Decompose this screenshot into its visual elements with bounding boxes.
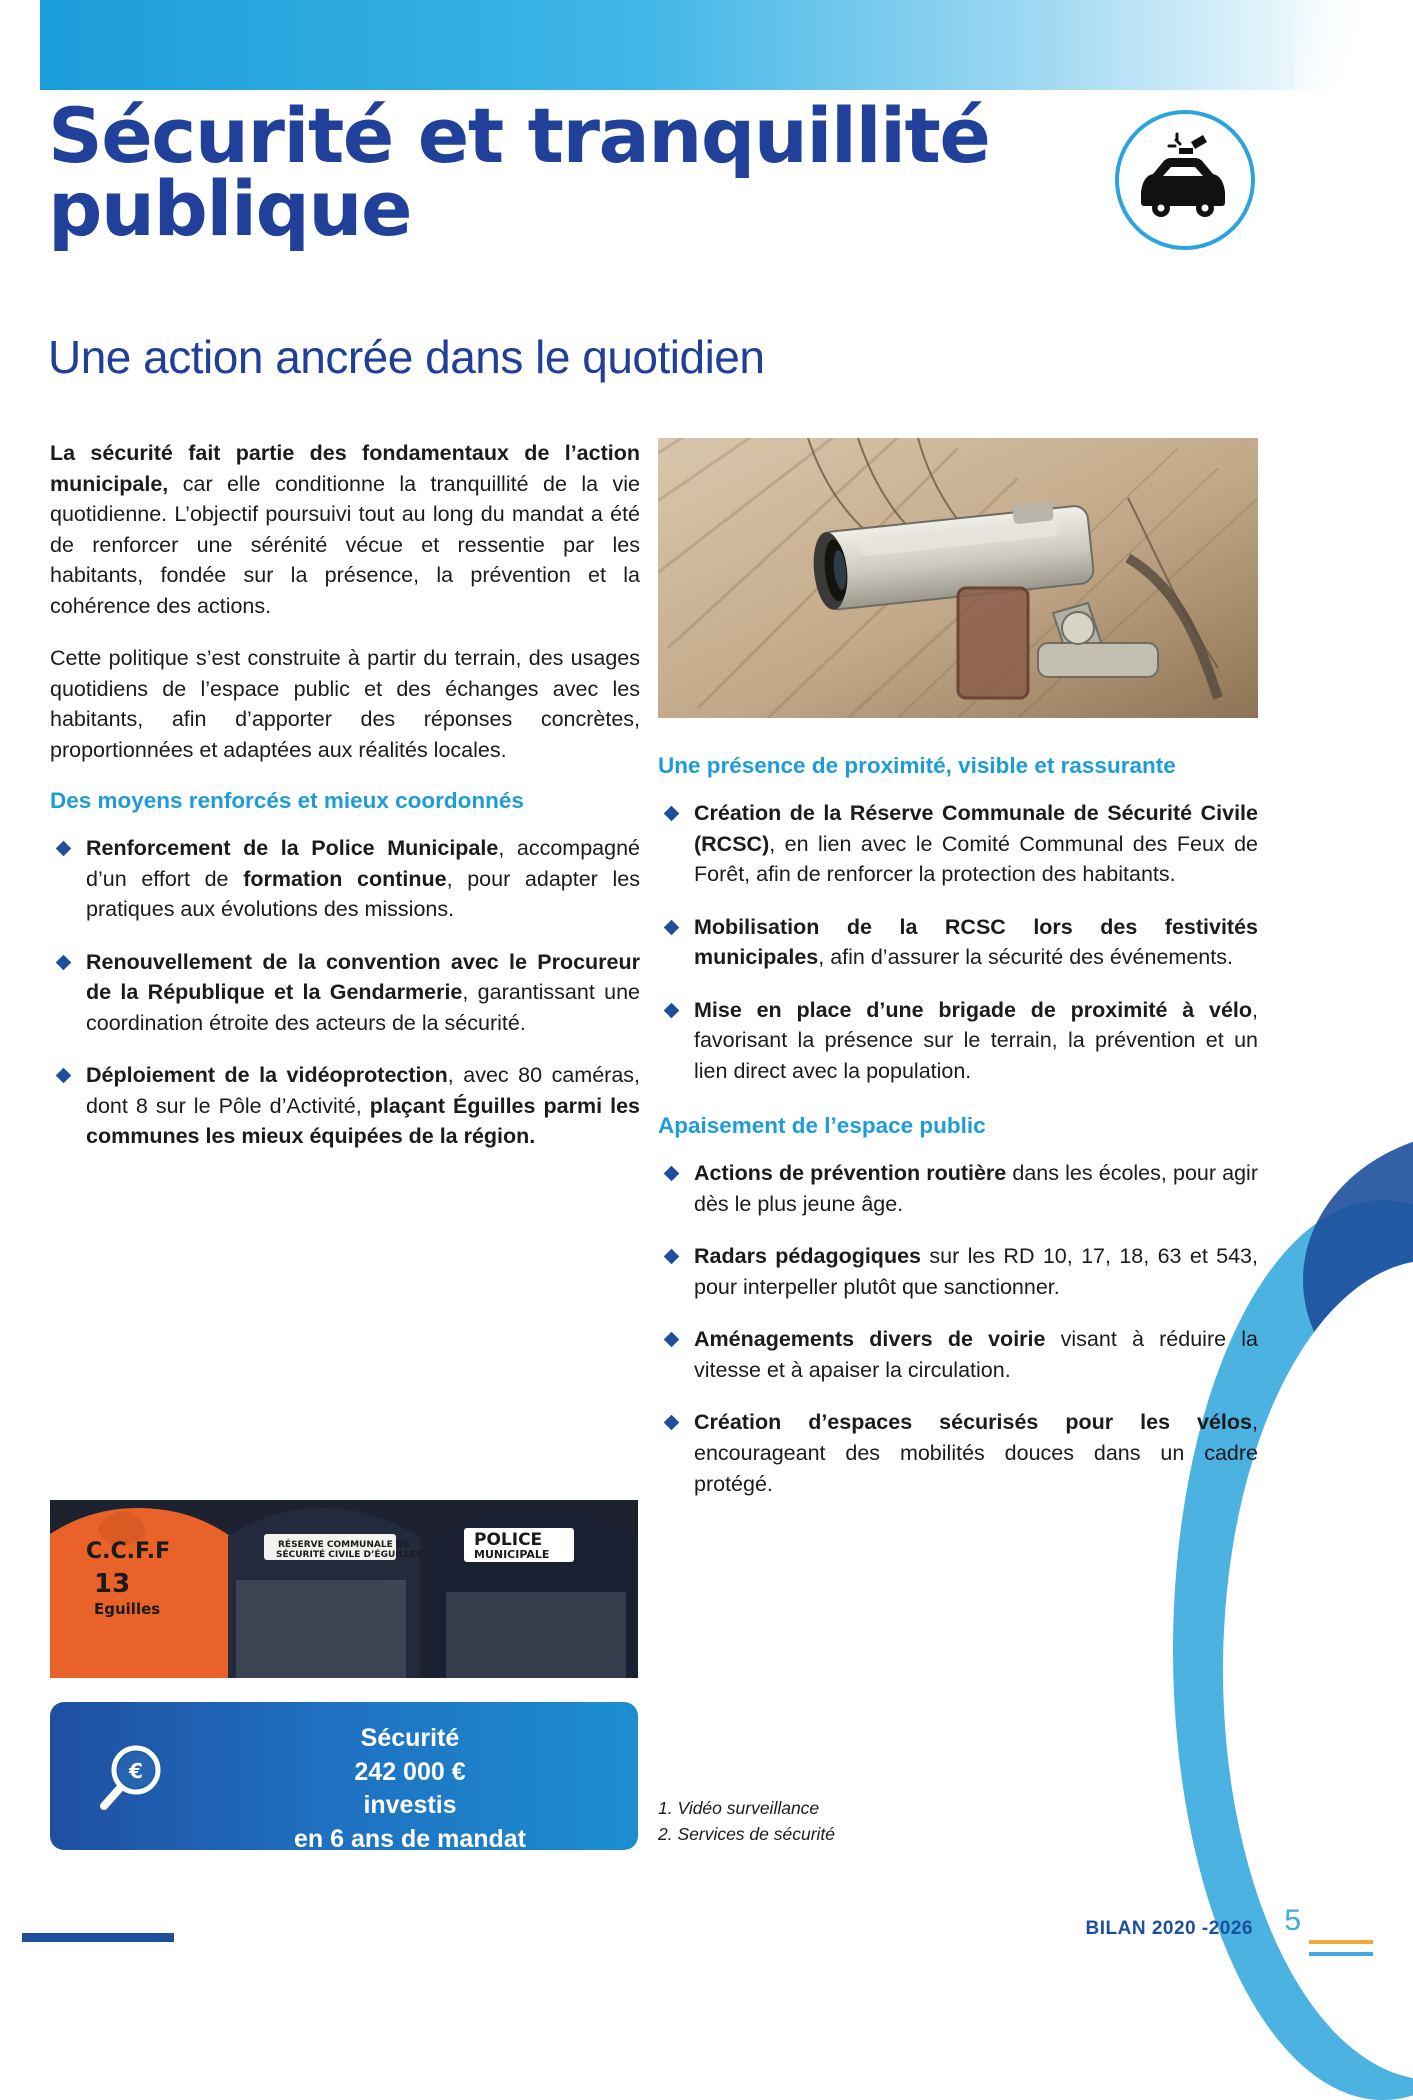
footnote-1: 1. Vidéo surveillance [658, 1798, 820, 1818]
svg-text:Eguilles: Eguilles [94, 1600, 161, 1618]
diamond-bullet-icon [56, 955, 72, 971]
bullet-bold: Aménagements divers de voirie [694, 1327, 1046, 1352]
list-item [50, 833, 640, 925]
header-decorative-band [0, 0, 1413, 90]
bullet-bold2: plaçant Éguilles parmi les communes les mieux équipées de la région. [86, 1093, 641, 1149]
surveillance-camera-photo [658, 438, 1258, 718]
footer-label: BILAN 2020 -2026 [1085, 1918, 1253, 1939]
diamond-bullet-icon [664, 806, 680, 822]
diamond-bullet-icon [664, 1166, 680, 1182]
section-title-presence: Une présence de proximité, visible et rassurante [658, 753, 1176, 778]
bullet-rest: , favorisant la présence sur le terrain, la prévention et un lien direct avec la population. [694, 997, 1258, 1083]
band-corner-fade [1293, 0, 1413, 90]
bullet-bold: Mobilisation de la RCSC lors des festivités municipales [694, 914, 1258, 970]
bullet-rest: , garantissant une coordination étroite des acteurs de la sécurité. [86, 980, 640, 1035]
bullet-rest: visant à réduire la vitesse et à apaiser la circulation. [694, 1327, 1258, 1382]
section-title-means: Des moyens renforcés et mieux coordonnés [50, 788, 524, 814]
svg-text:SÉCURITÉ CIVILE D’ÉGUILLES: SÉCURITÉ CIVILE D’ÉGUILLES [276, 1550, 423, 1560]
list-item [50, 1060, 640, 1152]
bullet-mid: , avec 80 caméras, dont 8 sur le Pôle d’Activité, [86, 1063, 640, 1118]
footer-rule-orange [1309, 1940, 1373, 1944]
investment-line4: en 6 ans de mandat [293, 1824, 527, 1853]
intro-bold: La sécurité fait partie des fondamentaux de l’action municipale, [50, 441, 640, 496]
footnotes [658, 1795, 1258, 1848]
list-item [50, 947, 640, 1039]
bullet-rest: , pour adapter les pratiques aux évolutions des missions. [86, 866, 640, 922]
diamond-bullet-icon [664, 1002, 680, 1018]
diamond-bullet-icon [664, 1332, 680, 1348]
bullet-bold: Mise en place d’une brigade de proximité à vélo [694, 997, 1253, 1022]
band-gradient [40, 0, 1370, 90]
list-item [658, 1158, 1258, 1219]
page-title-line1: Sécurité et tranquillité [48, 91, 990, 180]
right-column [658, 740, 1258, 1521]
page-title [48, 91, 1048, 253]
left-column [50, 438, 640, 1174]
paragraph-2: Cette politique s’est construite à partir du terrain, des usages quotidiens de l’espace public et des échanges avec les habitants, afin d’apporter des réponses concrètes, proportionnées et adaptées aux réalités locales. [50, 646, 640, 762]
ccff-rcsc-police-municipale-photo [50, 1500, 638, 1678]
band-left-margin [0, 0, 40, 90]
svg-text:€: € [129, 1759, 143, 1783]
page-number: 5 [1284, 1904, 1301, 1937]
svg-text:13: 13 [94, 1569, 131, 1599]
bullet-rest: , en lien avec le Comité Communal des Feux de Forêt, afin de renforcer la protection des habitants. [694, 831, 1258, 887]
investment-line1: Sécurité [360, 1724, 460, 1752]
diamond-bullet-icon [56, 841, 72, 857]
list-item [658, 995, 1258, 1087]
bullet-rest: , afin d’assurer la sécurité des événements. [818, 945, 1233, 970]
svg-text:C.C.F.F: C.C.F.F [86, 1539, 171, 1564]
footer-rule-blue [1309, 1952, 1373, 1956]
investment-callout [50, 1702, 638, 1853]
investment-line3: investis [363, 1791, 457, 1819]
svg-text:MUNICIPALE: MUNICIPALE [474, 1548, 550, 1561]
footnote-2: 2. Services de sécurité [658, 1824, 836, 1845]
investment-line2: 242 000 € [354, 1757, 466, 1786]
bullet-bold2: formation continue [243, 866, 447, 891]
diamond-bullet-icon [664, 1415, 680, 1431]
list-item [658, 1324, 1258, 1385]
svg-text:RÉSERVE COMMUNALE DE: RÉSERVE COMMUNALE DE [278, 1540, 410, 1550]
magnifier-euro-icon [100, 1742, 172, 1806]
bullet-rest: sur les RD 10, 17, 18, 63 et 543, pour interpeller plutôt que sanctionner. [694, 1244, 1258, 1299]
bullet-bold: Renouvellement de la convention avec le Procureur de la République et la Gendarmerie [86, 949, 640, 1005]
section-title-apaisement: Apaisement de l’espace public [658, 1113, 986, 1139]
bullet-bold: Renforcement de la Police Municipale [86, 836, 499, 861]
list-item [658, 1241, 1258, 1302]
diamond-bullet-icon [664, 919, 680, 935]
bullet-bold: Actions de prévention routière [694, 1161, 1007, 1186]
police-car-icon [1115, 110, 1255, 250]
diamond-bullet-icon [664, 1249, 680, 1265]
page-subtitle: Une action ancrée dans le quotidien [48, 331, 765, 383]
intro-paragraph [50, 438, 640, 621]
svg-text:POLICE: POLICE [474, 1530, 543, 1550]
bullet-bold: Création de la Réserve Communale de Sécurité Civile (RCSC) [694, 801, 1258, 856]
bullet-bold: Déploiement de la vidéoprotection [86, 1063, 448, 1088]
bullet-bold: Radars pédagogiques [694, 1244, 921, 1269]
bullet-mid: , accompagné d’un effort de [86, 836, 640, 891]
list-item [658, 798, 1258, 890]
list-item [658, 912, 1258, 973]
bullet-rest: dans les écoles, pour agir dès le plus jeune âge. [694, 1161, 1258, 1216]
footer-left-rule [22, 1933, 174, 1942]
investment-text [200, 1722, 620, 1856]
bullet-bold: Création d’espaces sécurisés pour les vélos [694, 1410, 1253, 1435]
bullet-rest: , encourageant des mobilités douces dans un cadre protégé. [694, 1410, 1258, 1496]
intro-rest: car elle conditionne la tranquillité de la vie quotidienne. L’objectif poursuivi tout au long du mandat a été de renforcer une sérénité vécue et ressentie par les habitants, fondée sur la présence, la prévention et la cohérence des actions. [50, 471, 640, 618]
page-title-line2: publique [48, 163, 412, 253]
list-item [658, 1407, 1258, 1499]
diamond-bullet-icon [56, 1068, 72, 1084]
